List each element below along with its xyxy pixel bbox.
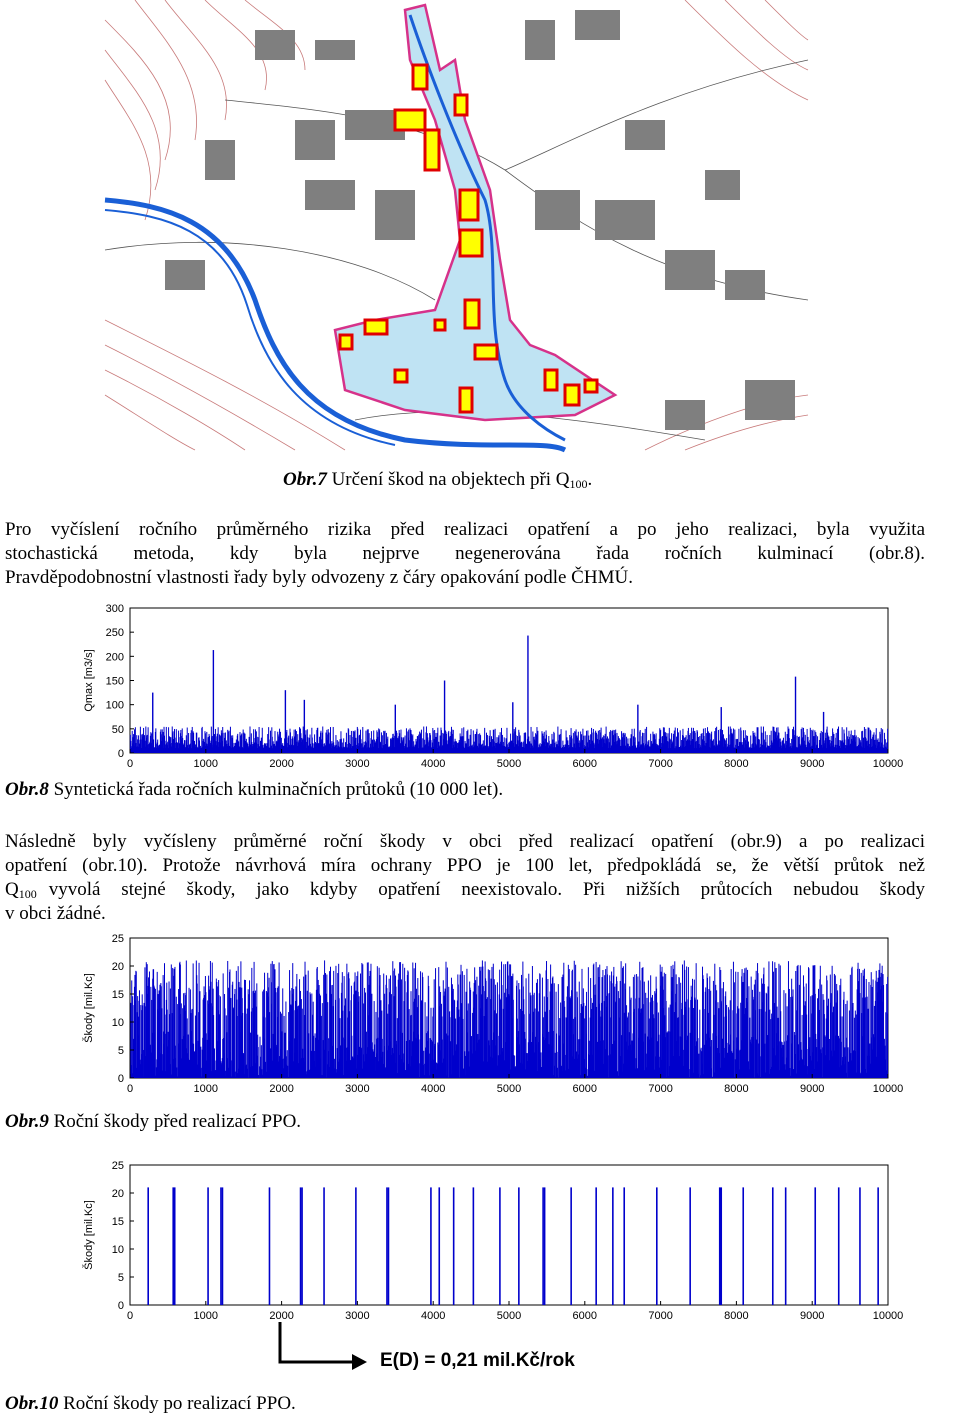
paragraph-1 [5,518,925,590]
figure-7-number: 7 [317,469,327,490]
expected-damage-label: E(D) = 0,21 mil.Kč/rok [380,1350,575,1371]
y-tick-label: 200 [105,651,124,664]
y-tick-label: 5 [117,1045,124,1057]
chart-obr10-svg [60,1157,904,1327]
y-tick-label: 250 [105,627,124,640]
x-tick-label: 2000 [269,1310,294,1322]
x-tick-label: 6000 [572,1310,598,1322]
x-tick-label: 3000 [345,758,370,770]
y-tick-label: 100 [105,699,124,712]
figure-10-number: 10 [39,1393,59,1414]
x-tick-label: 7000 [648,1083,673,1095]
x-tick-label: 9000 [799,1083,825,1095]
x-tick-label: 7000 [648,1310,673,1322]
figure-7-end: . [587,469,593,490]
x-tick-label: 9000 [799,1310,825,1322]
y-axis-label: Qmax [m3/s] [83,649,95,712]
x-tick-label: 4000 [420,758,446,770]
figure-8-text: Syntetická řada ročních kulminačních průtoků (10 000 let). [48,779,504,800]
paragraph-2-line-1: Následně byly vyčísleny průměrné roční škody v obci před realizací opatření (obr.9) a po realizaci [5,831,925,852]
x-tick-label: 7000 [648,758,673,770]
figure-9-label: Obr. [5,1111,40,1132]
figure-7-text: Určení škod na objektech při Q [326,469,570,490]
x-tick-label: 8000 [724,1083,749,1095]
paragraph-2-line-2: opatření (obr.10). Protože návrhová míra ochrany PPO je 100 let, předpokládá se, že větší průtok než [5,855,925,876]
x-tick-label: 1000 [193,1310,219,1322]
x-tick-label: 6000 [572,758,598,770]
x-tick-label: 5000 [496,1083,522,1095]
figure-9-text: Roční škody před realizací PPO. [48,1111,302,1132]
figure-7-caption [283,469,592,491]
y-tick-label: 5 [117,1272,124,1284]
y-tick-label: 25 [111,933,124,945]
y-tick-label: 50 [111,723,124,736]
figure-7-label: Obr. [283,469,318,490]
paragraph-1-line-1: Pro vyčíslení ročního průměrného rizika před realizaci opatření a po jeho realizaci, byla využita [5,519,925,540]
y-axis-label: Škody [mil.Kc] [83,973,95,1043]
y-tick-label: 15 [111,989,124,1001]
chart-obr8-svg [60,600,904,775]
x-tick-label: 10000 [872,1310,904,1322]
q-subscript: 100 [18,887,37,901]
y-axis-label: Škody [mil.Kc] [83,1200,95,1270]
y-tick-label: 20 [111,1188,124,1200]
plot-frame [130,1165,888,1305]
chart-obr9-svg [60,930,904,1100]
figure-8-number: 8 [39,779,49,800]
x-tick-label: 0 [126,758,134,770]
x-tick-label: 8000 [724,758,749,770]
x-tick-label: 9000 [799,758,825,770]
damage-map [105,0,808,450]
paragraph-2-line-3-text: vyvolá stejné škody, jako kdyby opatření neexistovalo. Při nižších průtocích nebudou škody [48,879,925,900]
figure-10-label: Obr. [5,1393,40,1414]
annotation-arrow [270,1322,370,1377]
figure-10-caption [5,1393,296,1415]
arrow-icon [270,1322,370,1372]
figure-8-caption [5,779,503,801]
chart-obr8 [60,600,904,775]
figure-7-subscript: 100 [569,477,588,491]
x-tick-label: 2000 [269,1083,294,1095]
paragraph-2-line-4: v obci žádné. [5,903,106,924]
figure-10-text: Roční škody po realizací PPO. [58,1393,296,1414]
y-tick-label: 10 [111,1244,124,1256]
chart-obr9 [60,930,904,1100]
figure-9-caption [5,1111,301,1133]
y-tick-label: 20 [111,961,124,973]
x-tick-label: 6000 [572,1083,598,1095]
x-tick-label: 2000 [269,758,294,770]
x-tick-label: 0 [126,1083,134,1095]
x-tick-label: 10000 [872,758,904,770]
x-tick-label: 3000 [345,1083,370,1095]
paragraph-2 [5,830,925,926]
y-tick-label: 150 [105,675,124,688]
y-tick-label: 0 [117,1300,124,1312]
map-graphic [105,0,808,450]
paragraph-2-line-3 [5,878,925,902]
x-tick-label: 3000 [345,1310,370,1322]
x-tick-label: 4000 [420,1083,446,1095]
y-tick-label: 300 [105,603,124,615]
y-tick-label: 25 [111,1160,124,1172]
y-tick-label: 0 [117,748,124,760]
x-tick-label: 0 [126,1310,134,1322]
x-tick-label: 4000 [420,1310,446,1322]
x-tick-label: 10000 [872,1083,904,1095]
x-tick-label: 1000 [193,758,219,770]
y-tick-label: 10 [111,1017,124,1029]
figure-8-label: Obr. [5,779,40,800]
figure-9-number: 9 [39,1111,49,1132]
chart-obr10 [60,1157,904,1327]
y-tick-label: 0 [117,1073,124,1085]
y-tick-label: 15 [111,1216,124,1228]
x-tick-label: 5000 [496,1310,522,1322]
x-tick-label: 8000 [724,1310,749,1322]
q-label: Q [5,879,19,900]
x-tick-label: 1000 [193,1083,219,1095]
paragraph-1-line-3: Pravděpodobnostní vlastnosti řady byly odvozeny z čáry opakování podle ČHMÚ. [5,567,633,588]
paragraph-1-line-2: stochastická metoda, kdy byla nejprve negenerována řada ročních kulminací (obr.8). [5,543,925,564]
x-tick-label: 5000 [496,758,522,770]
